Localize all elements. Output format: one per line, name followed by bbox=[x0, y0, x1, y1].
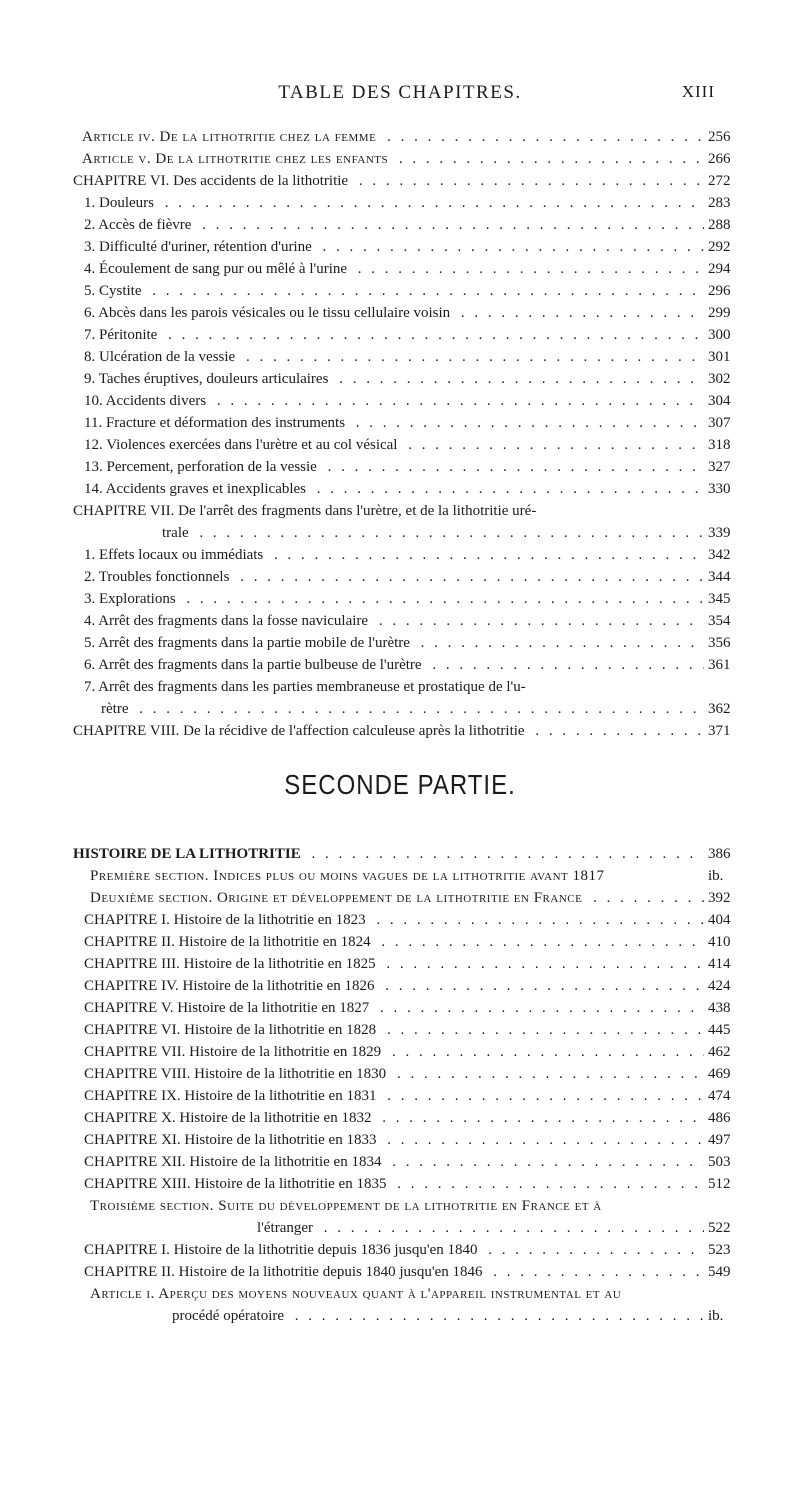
toc-entry-label: trale bbox=[162, 525, 193, 541]
toc-entry-label: 3. Difficulté d'uriner, rétention d'urine bbox=[84, 239, 316, 255]
toc-entry-label: Article i. Aperçu des moyens nouveaux quant à l'appareil instrumental et au bbox=[90, 1286, 625, 1302]
toc-entry-label: CHAPITRE IV. Histoire de la lithotritie en 1826 bbox=[84, 978, 379, 994]
toc-entry-label: CHAPITRE VII. De l'arrêt des fragments dans l'urètre, et de la lithotritie uré- bbox=[73, 503, 540, 519]
toc-entry-page: 503 bbox=[708, 1154, 731, 1170]
toc-entry-page: 307 bbox=[708, 415, 731, 431]
toc-entry-page: 404 bbox=[708, 912, 731, 928]
toc-entry-label: 1. Effets locaux ou immédiats bbox=[84, 547, 267, 563]
toc-entry-label: CHAPITRE IX. Histoire de la lithotritie en 1831 bbox=[84, 1088, 380, 1104]
toc-entry-label: 2. Accès de fièvre bbox=[84, 217, 195, 233]
toc-entry-label: CHAPITRE III. Histoire de la lithotritie en 1825 bbox=[84, 956, 380, 972]
toc-entry-label: Première section. Indices plus ou moins vagues de la lithotritie avant 1817 bbox=[90, 868, 609, 884]
toc-entry-page: 266 bbox=[708, 151, 731, 167]
toc-entry-label: CHAPITRE VI. Des accidents de la lithotritie bbox=[73, 173, 352, 189]
toc-entry-page: 292 bbox=[708, 239, 731, 255]
toc-entry-page: 354 bbox=[708, 613, 731, 629]
toc-entry-label: 1. Douleurs bbox=[84, 195, 158, 211]
toc-entry-page: 304 bbox=[708, 393, 731, 409]
toc-entry-label: CHAPITRE VI. Histoire de la lithotritie en 1828 bbox=[84, 1022, 380, 1038]
toc-entry-label: HISTOIRE DE LA LITHOTRITIE bbox=[73, 846, 305, 862]
toc-entry-page: 283 bbox=[708, 195, 731, 211]
page-header bbox=[0, 80, 800, 106]
toc-entry-label: 3. Explorations bbox=[84, 591, 180, 607]
toc-entry-label: 6. Abcès dans les parois vésicales ou le tissu cellulaire voisin bbox=[84, 305, 454, 321]
toc-entry-page: 410 bbox=[708, 934, 731, 950]
toc-entry-page: 344 bbox=[708, 569, 731, 585]
toc-entry-page: 386 bbox=[708, 846, 731, 862]
toc-entry-page: 318 bbox=[708, 437, 731, 453]
toc-entry-page: 294 bbox=[708, 261, 731, 277]
toc-entry-page: 469 bbox=[708, 1066, 731, 1082]
toc-entry-page: 424 bbox=[708, 978, 731, 994]
toc-entry-label: 13. Percement, perforation de la vessie bbox=[84, 459, 321, 475]
page-number: XIII bbox=[681, 82, 715, 101]
toc-entry-label: 10. Accidents divers bbox=[84, 393, 210, 409]
toc-entry-page: 256 bbox=[708, 129, 731, 145]
toc-entry-page: 342 bbox=[708, 547, 731, 563]
toc-entry-label: 11. Fracture et déformation des instruments bbox=[84, 415, 349, 431]
toc-entry-page: 438 bbox=[708, 1000, 731, 1016]
toc-entry-page: 327 bbox=[708, 459, 731, 475]
toc-entry-label: Troisième section. Suite du développement de la lithotritie en France et à bbox=[90, 1198, 606, 1214]
toc-entry-label: CHAPITRE II. Histoire de la lithotritie depuis 1840 jusqu'en 1846 bbox=[84, 1264, 487, 1280]
toc-entry-label: 4. Arrêt des fragments dans la fosse naviculaire bbox=[84, 613, 372, 629]
toc-entry-page: 361 bbox=[708, 657, 731, 673]
toc-entry-label: CHAPITRE VIII. De la récidive de l'affection calculeuse après la lithotritie bbox=[73, 723, 529, 739]
toc-entry-page: 272 bbox=[708, 173, 731, 189]
part-title: SECONDE PARTIE. bbox=[284, 769, 516, 801]
toc-entry-label: Article iv. De la lithotritie chez la femme bbox=[82, 129, 380, 145]
toc-entry-page: 345 bbox=[708, 591, 731, 607]
toc-entry-label: 8. Ulcération de la vessie bbox=[84, 349, 239, 365]
toc-entry-page: ib. bbox=[708, 1308, 724, 1324]
toc-entry-label: 9. Taches éruptives, douleurs articulaires bbox=[84, 371, 332, 387]
toc-entry-label: Article v. De la lithotritie chez les enfants bbox=[82, 151, 392, 167]
toc-entry-label: CHAPITRE XI. Histoire de la lithotritie en 1833 bbox=[84, 1132, 380, 1148]
toc-entry-label: Deuxième section. Origine et développement de la lithotritie en France bbox=[90, 890, 586, 906]
toc-entry-label: CHAPITRE VIII. Histoire de la lithotritie en 1830 bbox=[84, 1066, 390, 1082]
toc-entry-page: 356 bbox=[708, 635, 731, 651]
toc-entry-label: CHAPITRE I. Histoire de la lithotritie en 1823 bbox=[84, 912, 370, 928]
toc-entry-label: CHAPITRE XIII. Histoire de la lithotritie en 1835 bbox=[84, 1176, 390, 1192]
toc-entry-label: CHAPITRE XII. Histoire de la lithotritie en 1834 bbox=[84, 1154, 385, 1170]
toc-entry-label: CHAPITRE I. Histoire de la lithotritie depuis 1836 jusqu'en 1840 bbox=[84, 1242, 482, 1258]
toc-entry-label: CHAPITRE VII. Histoire de la lithotritie en 1829 bbox=[84, 1044, 385, 1060]
toc-entry-page: 512 bbox=[708, 1176, 731, 1192]
toc-entry-page: 414 bbox=[708, 956, 731, 972]
toc-entry-page: 474 bbox=[708, 1088, 731, 1104]
toc-entry-label: rètre bbox=[101, 701, 132, 717]
toc-entry-page: 301 bbox=[708, 349, 731, 365]
toc-entry-page: 549 bbox=[708, 1264, 731, 1280]
toc-entry-label: 7. Péritonite bbox=[84, 327, 161, 343]
toc-entry-label: CHAPITRE V. Histoire de la lithotritie en 1827 bbox=[84, 1000, 373, 1016]
toc-entry-page: 523 bbox=[708, 1242, 731, 1258]
toc-entry-page: 299 bbox=[708, 305, 731, 321]
toc-entry-page: 371 bbox=[708, 723, 731, 739]
toc-entry-page: 522 bbox=[708, 1220, 731, 1236]
toc-entry-label: 7. Arrêt des fragments dans les parties membraneuse et prostatique de l'u- bbox=[84, 679, 530, 695]
toc-entry-label: CHAPITRE II. Histoire de la lithotritie en 1824 bbox=[84, 934, 375, 950]
toc-entry-label: l'étranger bbox=[257, 1220, 317, 1236]
toc-entry-page: 296 bbox=[708, 283, 731, 299]
toc-entry-label: 5. Cystite bbox=[84, 283, 146, 299]
toc-entry-page: 302 bbox=[708, 371, 731, 387]
toc-entry-page: 497 bbox=[708, 1132, 731, 1148]
toc-entry-label: 5. Arrêt des fragments dans la partie mobile de l'urètre bbox=[84, 635, 414, 651]
toc-entry-page: 362 bbox=[708, 701, 731, 717]
toc-entry-page: 486 bbox=[708, 1110, 731, 1126]
toc-entry-page: 288 bbox=[708, 217, 731, 233]
toc-entry-label: 12. Violences exercées dans l'urètre et au col vésical bbox=[84, 437, 401, 453]
toc-entry-label: 6. Arrêt des fragments dans la partie bulbeuse de l'urètre bbox=[84, 657, 426, 673]
toc-entry-label: CHAPITRE X. Histoire de la lithotritie en 1832 bbox=[84, 1110, 375, 1126]
toc-entry-label: 14. Accidents graves et inexplicables bbox=[84, 481, 310, 497]
toc-entry-label: procédé opératoire bbox=[172, 1308, 288, 1324]
toc-entry-page: ib. bbox=[708, 868, 724, 884]
toc-entry-label: 2. Troubles fonctionnels bbox=[84, 569, 233, 585]
toc-entry-page: 392 bbox=[708, 890, 731, 906]
toc-entry-page: 300 bbox=[708, 327, 731, 343]
toc-entry-label: 4. Écoulement de sang pur ou mêlé à l'urine bbox=[84, 261, 351, 277]
toc-entry-page: 462 bbox=[708, 1044, 731, 1060]
toc-entry-page: 339 bbox=[708, 525, 731, 541]
running-title: TABLE DES CHAPITRES. bbox=[278, 82, 522, 103]
toc-entry-page: 445 bbox=[708, 1022, 731, 1038]
toc-entry-page: 330 bbox=[708, 481, 731, 497]
